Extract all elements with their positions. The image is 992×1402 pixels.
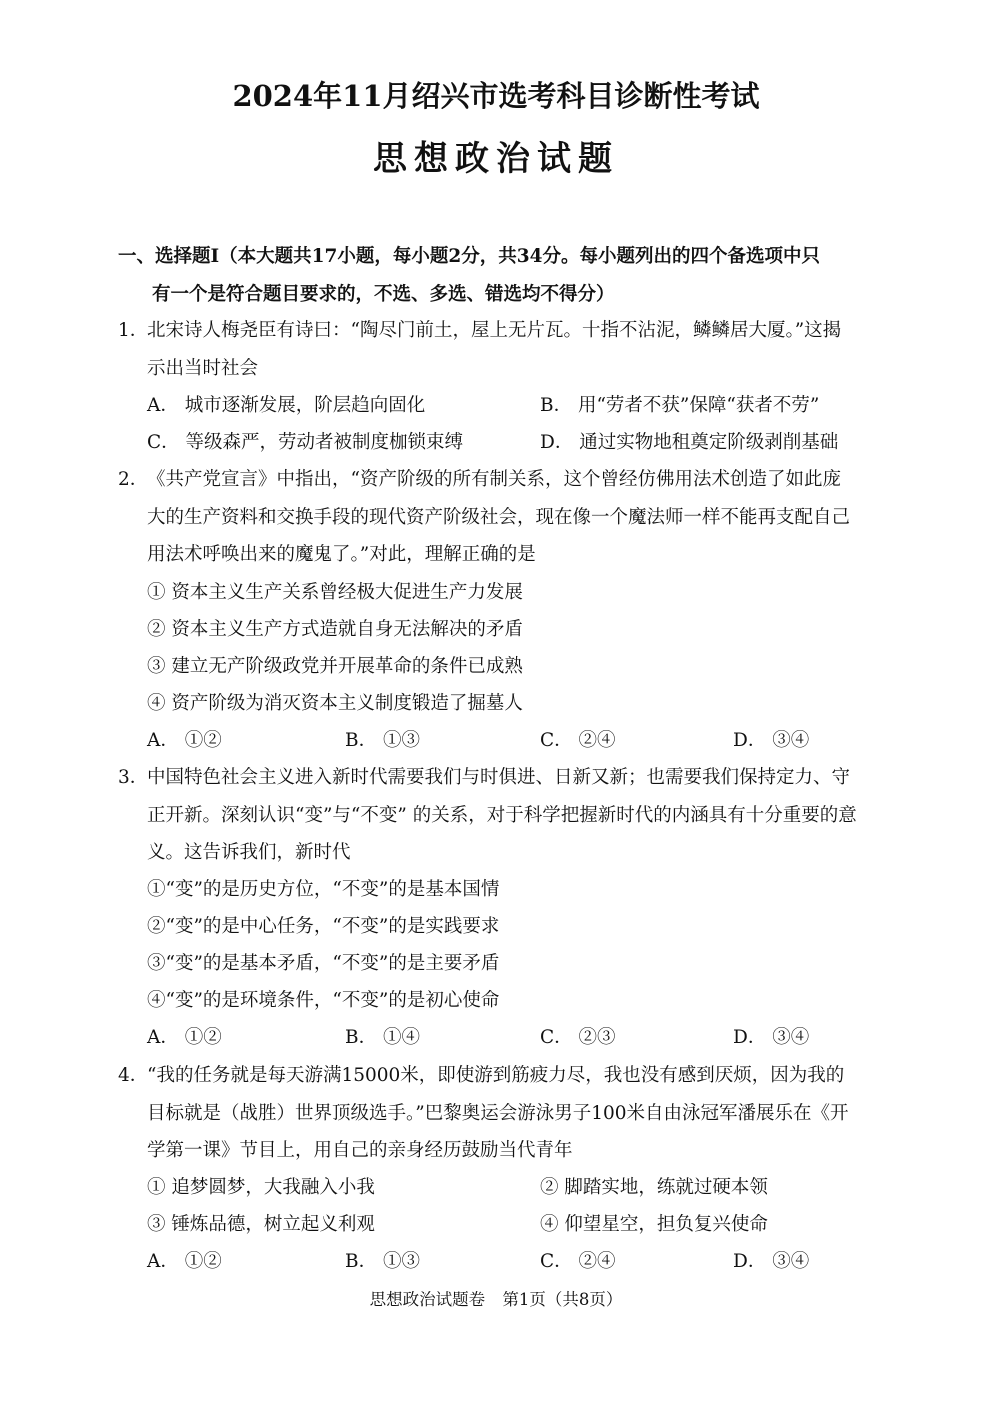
question-stem-line: 用法术呼唤出来的魔鬼了。”对此，理解正确的是 (147, 544, 536, 565)
footer-page-number: 第1页（共8页） (502, 1290, 623, 1309)
statement: ③ 建立无产阶级政党并开展革命的条件已成熟 (147, 656, 523, 677)
question-stem-line: 《共产党宣言》中指出，“资产阶级的所有制关系，这个曾经仿佛用法术创造了如此庞 (147, 469, 841, 490)
exam-subtitle: 思想政治试题 (373, 139, 619, 179)
page-footer (0, 1286, 992, 1310)
option-d: D． 通过实物地租奠定阶级剥削基础 (540, 432, 839, 453)
question-stem-line: 目标就是（战胜）世界顶级选手。”巴黎奥运会游泳男子100米自由泳冠军潘展乐在《开 (147, 1103, 849, 1124)
option-b: B． ①④ (345, 1027, 420, 1048)
statement: ② 脚踏实地，练就过硬本领 (540, 1177, 768, 1198)
question-stem-line: 示出当时社会 (147, 358, 259, 379)
option-a: A． ①② (147, 1251, 222, 1272)
option-c: C． ②④ (540, 1251, 616, 1272)
question-stem-line: 北宋诗人梅尧臣有诗曰：“陶尽门前土，屋上无片瓦。十指不沾泥，鳞鳞居大厦。”这揭 (147, 320, 842, 341)
option-a: A． ①② (147, 1027, 222, 1048)
statement: ③“变”的是基本矛盾，“不变”的是主要矛盾 (147, 953, 500, 974)
statement: ②“变”的是中心任务，“不变”的是实践要求 (147, 916, 500, 937)
option-c: C． ②③ (540, 1027, 616, 1048)
question-number: 3． (118, 767, 149, 788)
option-b: B． 用“劳者不获”保障“获者不劳” (540, 395, 820, 416)
exam-title: 2024年11月绍兴市选考科目诊断性考试 (232, 79, 760, 113)
question-stem-line: 大的生产资料和交换手段的现代资产阶级社会，现在像一个魔法师一样不能再支配自己 (147, 507, 851, 528)
statement: ① 追梦圆梦，大我融入小我 (147, 1177, 375, 1198)
question-number: 4． (118, 1065, 149, 1086)
option-c: C． 等级森严，劳动者被制度枷锁束缚 (147, 432, 464, 453)
section-heading-line-1: 一、选择题Ⅰ（本大题共17小题，每小题2分，共34分。每小题列出的四个备选项中只 (118, 246, 821, 267)
option-b: B． ①③ (345, 730, 420, 751)
option-b: B． ①③ (345, 1251, 420, 1272)
option-d: D． ③④ (733, 1251, 810, 1272)
statement: ② 资本主义生产方式造就自身无法解决的矛盾 (147, 619, 523, 640)
statement: ④ 资产阶级为消灭资本主义制度锻造了掘墓人 (147, 693, 523, 714)
question-stem-line: 义。这告诉我们，新时代 (147, 842, 351, 863)
statement: ④“变”的是环境条件，“不变”的是初心使命 (147, 990, 500, 1011)
option-d: D． ③④ (733, 730, 810, 751)
question-stem-line: 正开新。深刻认识“变”与“不变” 的关系，对于科学把握新时代的内涵具有十分重要的意 (147, 805, 857, 826)
statement: ④ 仰望星空，担负复兴使命 (540, 1214, 768, 1235)
statement: ③ 锤炼品德，树立起义利观 (147, 1214, 375, 1235)
footer-subject: 思想政治试题卷 (369, 1290, 486, 1309)
option-a: A． 城市逐渐发展，阶层趋向固化 (147, 395, 426, 416)
statement: ①“变”的是历史方位，“不变”的是基本国情 (147, 879, 500, 900)
section-heading-line-2: 有一个是符合题目要求的，不选、多选、错选均不得分） (152, 284, 615, 305)
option-c: C． ②④ (540, 730, 616, 751)
statement: ① 资本主义生产关系曾经极大促进生产力发展 (147, 582, 523, 603)
question-stem-line: 学第一课》节目上，用自己的亲身经历鼓励当代青年 (147, 1140, 573, 1161)
question-stem-line: “我的任务就是每天游满15000米，即使游到筋疲力尽，我也没有感到厌烦，因为我的 (147, 1065, 845, 1086)
question-number: 2． (118, 469, 149, 490)
option-a: A． ①② (147, 730, 222, 751)
question-stem-line: 中国特色社会主义进入新时代需要我们与时俱进、日新又新；也需要我们保持定力、守 (147, 767, 851, 788)
question-number: 1． (118, 320, 149, 341)
option-d: D． ③④ (733, 1027, 810, 1048)
